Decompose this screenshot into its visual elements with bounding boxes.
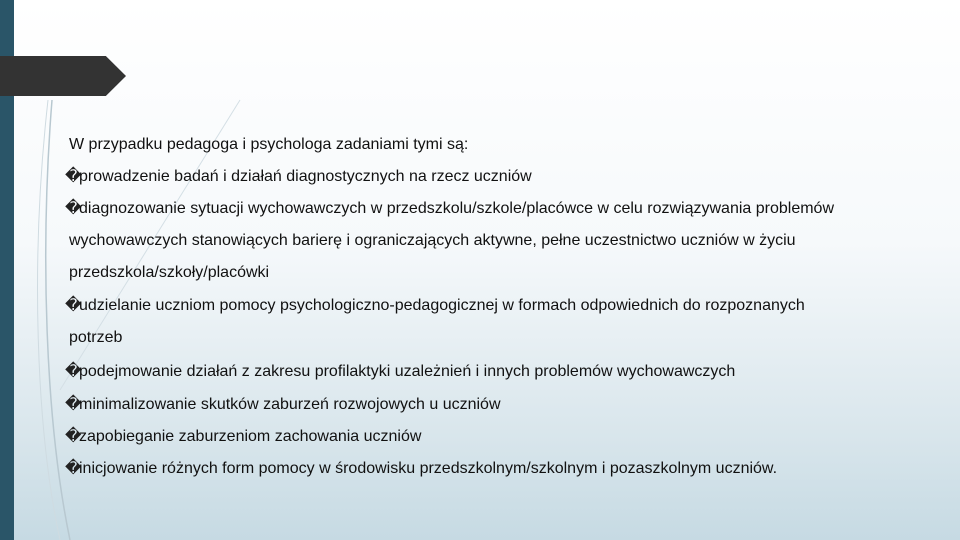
list-item-text: prowadzenie badań i działań diagnostycznych na rzecz uczniów	[79, 168, 532, 185]
bullet-glyph: �	[65, 396, 82, 413]
list-item-text: zapobieganie zaburzeniom zachowania uczniów	[79, 428, 422, 445]
list-item	[65, 394, 501, 414]
bullet-glyph: �	[65, 200, 82, 217]
list-item-text: inicjowanie różnych form pomocy w środowisku przedszkolnym/szkolnym i pozaszkolnym uczniów.	[79, 460, 778, 477]
intro-text: W przypadku pedagoga i psychologa zadaniami tymi są:	[69, 136, 469, 153]
list-item	[65, 361, 736, 381]
list-item-text: minimalizowanie skutków zaburzeń rozwojowych u uczniów	[79, 396, 501, 413]
title-tab-shape	[0, 56, 126, 96]
bullet-glyph: �	[65, 168, 82, 185]
bullet-glyph: �	[65, 460, 82, 477]
list-item-text: podejmowanie działań z zakresu profilaktyki uzależnień i innych problemów wychowawczych	[79, 363, 736, 380]
list-item-continuation: przedszkola/szkoły/placówki	[69, 264, 270, 281]
bullet-glyph: �	[65, 297, 82, 314]
bullet-glyph: �	[65, 428, 82, 445]
list-item	[65, 166, 532, 186]
list-item	[65, 426, 422, 446]
list-item	[65, 198, 834, 218]
list-item	[65, 458, 778, 478]
list-item	[65, 295, 805, 315]
list-item-text: diagnozowanie sytuacji wychowawczych w przedszkolu/szkole/placówce w celu rozwiązywania problemów	[79, 200, 834, 217]
list-item-continuation: potrzeb	[69, 329, 123, 346]
bullet-glyph: �	[65, 363, 82, 380]
list-item-continuation: wychowawczych stanowiących barierę i ograniczających aktywne, pełne uczestnictwo uczniów w życiu	[69, 232, 796, 249]
list-item-text: udzielanie uczniom pomocy psychologiczno-pedagogicznej w formach odpowiednich do rozpoznanych	[79, 297, 805, 314]
